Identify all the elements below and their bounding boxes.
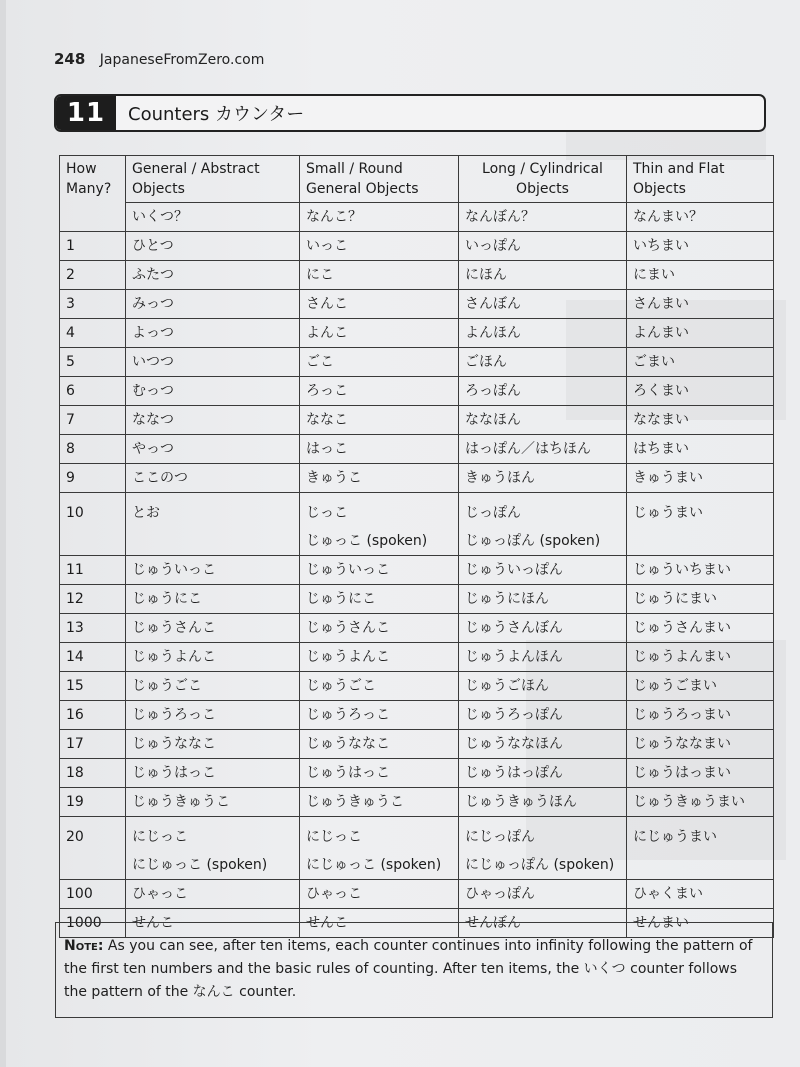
count-cell bbox=[60, 377, 126, 406]
counter-cell bbox=[126, 880, 300, 909]
cell-text: 7 bbox=[66, 411, 75, 428]
count-cell bbox=[60, 435, 126, 464]
cell-text: 8 bbox=[66, 440, 75, 457]
counter-cell bbox=[627, 290, 774, 319]
counter-cell bbox=[459, 261, 627, 290]
cell-text: 6 bbox=[66, 382, 75, 399]
counter-cell bbox=[300, 261, 459, 290]
chapter-banner bbox=[54, 94, 766, 132]
table-row bbox=[60, 435, 774, 464]
cell-text: にじっこ bbox=[306, 829, 362, 845]
cell-text: じっぽん bbox=[465, 505, 521, 521]
cell-text: じゅうななほん bbox=[465, 735, 563, 752]
cell-text: じゅうはっこ bbox=[132, 764, 216, 781]
cell-text: 18 bbox=[66, 764, 84, 781]
counter-cell bbox=[126, 435, 300, 464]
table-row bbox=[60, 585, 774, 614]
count-cell bbox=[60, 406, 126, 435]
table-row bbox=[60, 759, 774, 788]
col-header-line: Small / Round bbox=[306, 161, 403, 177]
cell-text: じゅうごこ bbox=[306, 677, 376, 694]
counter-cell bbox=[300, 759, 459, 788]
cell-text: 4 bbox=[66, 324, 75, 341]
cell-text: 5 bbox=[66, 353, 75, 370]
col-header-long bbox=[459, 156, 627, 203]
count-cell bbox=[60, 880, 126, 909]
col-header-line: General / Abstract bbox=[132, 161, 260, 177]
cell-text: いちまい bbox=[633, 237, 689, 254]
cell-text: はっぽん／はちほん bbox=[465, 440, 591, 457]
table-row bbox=[60, 672, 774, 701]
table-row bbox=[60, 290, 774, 319]
col-header-line: Long / Cylindrical bbox=[482, 161, 603, 177]
cell-text: 16 bbox=[66, 706, 84, 723]
counter-cell bbox=[300, 614, 459, 643]
cell-text: 17 bbox=[66, 735, 84, 752]
cell-text: さんぼん bbox=[465, 295, 521, 312]
counter-cell bbox=[300, 348, 459, 377]
counter-cell bbox=[300, 464, 459, 493]
cell-text: じゅうろっこ bbox=[306, 706, 390, 723]
cell-text: せんこ bbox=[306, 914, 348, 931]
table-row bbox=[60, 880, 774, 909]
page-number: 248 bbox=[54, 50, 86, 68]
cell-text: やっつ bbox=[132, 440, 174, 457]
cell-text: じゅうごこ bbox=[132, 677, 202, 694]
counter-cell bbox=[300, 643, 459, 672]
col-header-general bbox=[126, 156, 300, 203]
counter-cell bbox=[459, 232, 627, 261]
table-row bbox=[60, 788, 774, 817]
cell-text: さんこ bbox=[306, 295, 348, 312]
cell-text: みっつ bbox=[132, 295, 174, 312]
counter-cell bbox=[300, 817, 459, 880]
table-row bbox=[60, 348, 774, 377]
counter-cell bbox=[459, 556, 627, 585]
cell-text: じゅうきゅうまい bbox=[633, 793, 745, 810]
counter-cell bbox=[459, 435, 627, 464]
cell-text-spoken: じゅっぽん (spoken) bbox=[465, 533, 601, 549]
cell-text: とお bbox=[132, 505, 160, 521]
cell-text: じゅうろっこ bbox=[132, 706, 216, 723]
table-row bbox=[60, 377, 774, 406]
col-header-line: Objects bbox=[132, 181, 185, 197]
cell-text: ひとつ bbox=[132, 237, 174, 254]
counter-cell bbox=[126, 788, 300, 817]
cell-text: じゅういっこ bbox=[132, 561, 216, 578]
counter-cell bbox=[126, 672, 300, 701]
counter-cell bbox=[627, 788, 774, 817]
note-label: Note: bbox=[64, 938, 104, 954]
page-header bbox=[54, 50, 264, 68]
count-cell bbox=[60, 348, 126, 377]
count-cell bbox=[60, 493, 126, 556]
cell-text: じゅうきゅうこ bbox=[132, 793, 230, 810]
counter-cell bbox=[627, 377, 774, 406]
cell-text: ひゃっぽん bbox=[465, 885, 535, 902]
cell-text: ふたつ bbox=[132, 266, 174, 283]
header-row bbox=[60, 156, 774, 203]
question-nanko: なんこ？ bbox=[300, 203, 459, 232]
cell-text: じゅうきゅうこ bbox=[306, 793, 404, 810]
cell-text: よんこ bbox=[306, 324, 348, 341]
cell-text: にじっぽん bbox=[465, 829, 535, 845]
counter-cell bbox=[459, 701, 627, 730]
counter-cell bbox=[627, 556, 774, 585]
cell-text: ななまい bbox=[633, 411, 689, 428]
cell-text: じゅうきゅうほん bbox=[465, 793, 577, 810]
cell-text: 13 bbox=[66, 619, 84, 636]
cell-text: さんまい bbox=[633, 295, 689, 312]
how-label: How bbox=[66, 161, 97, 177]
counter-cell bbox=[126, 759, 300, 788]
count-cell bbox=[60, 319, 126, 348]
cell-text: じゅうはっぽん bbox=[465, 764, 563, 781]
table-row bbox=[60, 730, 774, 759]
count-cell bbox=[60, 614, 126, 643]
counter-cell bbox=[459, 493, 627, 556]
counter-cell bbox=[459, 319, 627, 348]
cell-text: じゅうごまい bbox=[633, 677, 717, 694]
cell-text: じゅうさんこ bbox=[306, 619, 390, 636]
cell-text: 11 bbox=[66, 561, 84, 578]
col-header-line: Thin and Flat bbox=[633, 161, 725, 177]
cell-text: じゅうよんほん bbox=[465, 648, 563, 665]
table-row bbox=[60, 556, 774, 585]
counter-cell bbox=[300, 880, 459, 909]
cell-text: じゅうろっぽん bbox=[465, 706, 563, 723]
counter-cell bbox=[300, 585, 459, 614]
cell-text: にじゅうまい bbox=[633, 829, 717, 845]
chapter-number: 11 bbox=[56, 96, 116, 130]
cell-text: じゅうにほん bbox=[465, 590, 549, 607]
counter-cell bbox=[459, 672, 627, 701]
count-cell bbox=[60, 585, 126, 614]
counter-cell bbox=[627, 319, 774, 348]
chapter-title: Counters カウンター bbox=[128, 104, 305, 125]
counter-cell bbox=[627, 232, 774, 261]
cell-text: せんぼん bbox=[465, 914, 521, 931]
cell-text: ごほん bbox=[465, 353, 507, 370]
cell-text: ひゃくまい bbox=[633, 885, 703, 902]
counters-table bbox=[59, 155, 774, 938]
cell-text: いっこ bbox=[306, 237, 348, 254]
counter-cell bbox=[126, 377, 300, 406]
counter-cell bbox=[300, 701, 459, 730]
table-row bbox=[60, 406, 774, 435]
note-text: As you can see, after ten items, each counter continues into infinity following the pattern of the first ten numbers and the basic rules of counting. After ten items, the いくつ counter follows the pattern of the なんこ counter. bbox=[64, 938, 753, 1000]
cell-text: 19 bbox=[66, 793, 84, 810]
cell-text: 2 bbox=[66, 266, 75, 283]
cell-text: せんこ bbox=[132, 914, 174, 931]
counter-cell bbox=[300, 730, 459, 759]
counter-cell bbox=[627, 261, 774, 290]
cell-text: ろっこ bbox=[306, 382, 348, 399]
cell-text: ななほん bbox=[465, 411, 521, 428]
counter-cell bbox=[126, 464, 300, 493]
counter-cell bbox=[459, 290, 627, 319]
question-ikutsu: いくつ？ bbox=[126, 203, 300, 232]
cell-text: むっつ bbox=[132, 382, 174, 399]
counter-cell bbox=[300, 788, 459, 817]
count-cell bbox=[60, 759, 126, 788]
cell-text: 10 bbox=[66, 505, 84, 521]
counter-cell bbox=[126, 817, 300, 880]
counter-cell bbox=[627, 880, 774, 909]
counter-cell bbox=[300, 232, 459, 261]
cell-text: じゅうさんまい bbox=[633, 619, 731, 636]
cell-text: いっぽん bbox=[465, 237, 521, 254]
counter-cell bbox=[459, 464, 627, 493]
counter-cell bbox=[126, 585, 300, 614]
cell-text: ろくまい bbox=[633, 382, 689, 399]
cell-text: ななこ bbox=[306, 411, 348, 428]
cell-text: じゅうさんこ bbox=[132, 619, 216, 636]
counter-cell bbox=[627, 643, 774, 672]
counter-cell bbox=[300, 493, 459, 556]
counter-cell bbox=[300, 406, 459, 435]
cell-text: にまい bbox=[633, 266, 675, 283]
cell-text: じゅうななこ bbox=[132, 735, 216, 752]
cell-text: じゅうにこ bbox=[306, 590, 376, 607]
counter-cell bbox=[126, 556, 300, 585]
counter-cell bbox=[126, 730, 300, 759]
count-cell bbox=[60, 464, 126, 493]
cell-text: じゅうさんぼん bbox=[465, 619, 563, 636]
counter-cell bbox=[300, 556, 459, 585]
col-header-line: General Objects bbox=[306, 181, 419, 197]
counter-cell bbox=[459, 348, 627, 377]
counter-cell bbox=[459, 643, 627, 672]
cell-text: 20 bbox=[66, 829, 84, 845]
counter-cell bbox=[627, 817, 774, 880]
counter-cell bbox=[627, 348, 774, 377]
cell-text-spoken: にじゅっこ (spoken) bbox=[132, 857, 268, 873]
counter-cell bbox=[459, 880, 627, 909]
counter-cell bbox=[126, 232, 300, 261]
col-header-line: Objects bbox=[516, 181, 569, 197]
cell-text: きゅうこ bbox=[306, 469, 362, 486]
cell-text: じゅうよんまい bbox=[633, 648, 731, 665]
counter-cell bbox=[627, 585, 774, 614]
cell-text: きゅうほん bbox=[465, 469, 535, 486]
cell-text: 14 bbox=[66, 648, 84, 665]
question-nanmai: なんまい？ bbox=[627, 203, 774, 232]
counter-cell bbox=[126, 493, 300, 556]
count-cell bbox=[60, 643, 126, 672]
table-row bbox=[60, 261, 774, 290]
col-header-line: Objects bbox=[633, 181, 686, 197]
question-nanbon: なんぼん？ bbox=[459, 203, 627, 232]
counter-cell bbox=[627, 464, 774, 493]
counter-cell bbox=[126, 614, 300, 643]
counter-cell bbox=[459, 614, 627, 643]
counter-cell bbox=[300, 290, 459, 319]
cell-text-spoken: じゅっこ (spoken) bbox=[306, 533, 428, 549]
counter-cell bbox=[300, 435, 459, 464]
cell-text: 3 bbox=[66, 295, 75, 312]
cell-text: よんまい bbox=[633, 324, 689, 341]
cell-text: じゅうごほん bbox=[465, 677, 549, 694]
count-cell bbox=[60, 730, 126, 759]
cell-text: じゅうはっまい bbox=[633, 764, 731, 781]
count-cell bbox=[60, 556, 126, 585]
cell-text: じゅうまい bbox=[633, 505, 703, 521]
cell-text: じゅういちまい bbox=[633, 561, 731, 578]
count-cell bbox=[60, 232, 126, 261]
cell-text: じゅうななまい bbox=[633, 735, 731, 752]
counter-cell bbox=[126, 348, 300, 377]
count-cell bbox=[60, 817, 126, 880]
table-row bbox=[60, 643, 774, 672]
counter-cell bbox=[627, 614, 774, 643]
cell-text: 1 bbox=[66, 237, 75, 254]
table-row bbox=[60, 493, 774, 556]
how-many-header bbox=[60, 156, 126, 232]
cell-text: じゅうにまい bbox=[633, 590, 717, 607]
cell-text: じゅうよんこ bbox=[306, 648, 390, 665]
cell-text: じゅうはっこ bbox=[306, 764, 390, 781]
cell-text: ひゃっこ bbox=[306, 885, 362, 902]
col-header-small bbox=[300, 156, 459, 203]
table-row bbox=[60, 464, 774, 493]
counter-cell bbox=[627, 493, 774, 556]
cell-text: ごこ bbox=[306, 353, 334, 370]
counter-cell bbox=[459, 730, 627, 759]
cell-text: はちまい bbox=[633, 440, 689, 457]
counter-cell bbox=[627, 730, 774, 759]
question-row bbox=[60, 203, 774, 232]
count-cell bbox=[60, 672, 126, 701]
cell-text: じゅうろっまい bbox=[633, 706, 731, 723]
cell-text-spoken: にじゅっこ (spoken) bbox=[306, 857, 442, 873]
counter-cell bbox=[627, 759, 774, 788]
cell-text: せんまい bbox=[633, 914, 689, 931]
counter-cell bbox=[627, 672, 774, 701]
many-label: Many? bbox=[66, 181, 112, 197]
counter-cell bbox=[126, 701, 300, 730]
counter-cell bbox=[459, 788, 627, 817]
counter-cell bbox=[459, 759, 627, 788]
counter-cell bbox=[627, 406, 774, 435]
cell-text: じゅうななこ bbox=[306, 735, 390, 752]
count-cell bbox=[60, 261, 126, 290]
cell-text: じゅういっこ bbox=[306, 561, 390, 578]
cell-text: ここのつ bbox=[132, 469, 188, 486]
cell-text-spoken: にじゅっぽん (spoken) bbox=[465, 857, 615, 873]
table-row bbox=[60, 232, 774, 261]
cell-text: にじっこ bbox=[132, 829, 188, 845]
counter-cell bbox=[300, 672, 459, 701]
cell-text: 9 bbox=[66, 469, 75, 486]
count-cell bbox=[60, 788, 126, 817]
counter-cell bbox=[126, 406, 300, 435]
table-row bbox=[60, 614, 774, 643]
count-cell bbox=[60, 701, 126, 730]
cell-text: よっつ bbox=[132, 324, 174, 341]
cell-text: にこ bbox=[306, 266, 334, 283]
cell-text: じゅうよんこ bbox=[132, 648, 216, 665]
cell-text: よんほん bbox=[465, 324, 521, 341]
cell-text: 100 bbox=[66, 885, 93, 902]
counter-cell bbox=[459, 585, 627, 614]
count-cell bbox=[60, 290, 126, 319]
table-row bbox=[60, 701, 774, 730]
cell-text: ひゃっこ bbox=[132, 885, 188, 902]
cell-text: 15 bbox=[66, 677, 84, 694]
cell-text: ろっぽん bbox=[465, 382, 521, 399]
counter-cell bbox=[300, 377, 459, 406]
counter-cell bbox=[627, 435, 774, 464]
cell-text: じゅういっぽん bbox=[465, 561, 563, 578]
cell-text: はっこ bbox=[306, 440, 348, 457]
counter-cell bbox=[459, 817, 627, 880]
counter-cell bbox=[459, 377, 627, 406]
cell-text: いつつ bbox=[132, 353, 174, 370]
table-row bbox=[60, 319, 774, 348]
table-row bbox=[60, 817, 774, 880]
counter-cell bbox=[627, 701, 774, 730]
counter-cell bbox=[300, 319, 459, 348]
cell-text: きゅうまい bbox=[633, 469, 703, 486]
counter-cell bbox=[459, 406, 627, 435]
site-name: JapaneseFromZero.com bbox=[99, 52, 265, 68]
note-box bbox=[55, 922, 773, 1018]
counter-cell bbox=[126, 261, 300, 290]
col-header-thin bbox=[627, 156, 774, 203]
cell-text: ごまい bbox=[633, 353, 675, 370]
cell-text: にほん bbox=[465, 266, 507, 283]
counter-cell bbox=[126, 290, 300, 319]
cell-text: ななつ bbox=[132, 411, 174, 428]
cell-text: じゅうにこ bbox=[132, 590, 202, 607]
counter-cell bbox=[126, 643, 300, 672]
cell-text: 12 bbox=[66, 590, 84, 607]
cell-text: じっこ bbox=[306, 505, 348, 521]
counter-cell bbox=[126, 319, 300, 348]
cell-text: 1000 bbox=[66, 914, 102, 931]
